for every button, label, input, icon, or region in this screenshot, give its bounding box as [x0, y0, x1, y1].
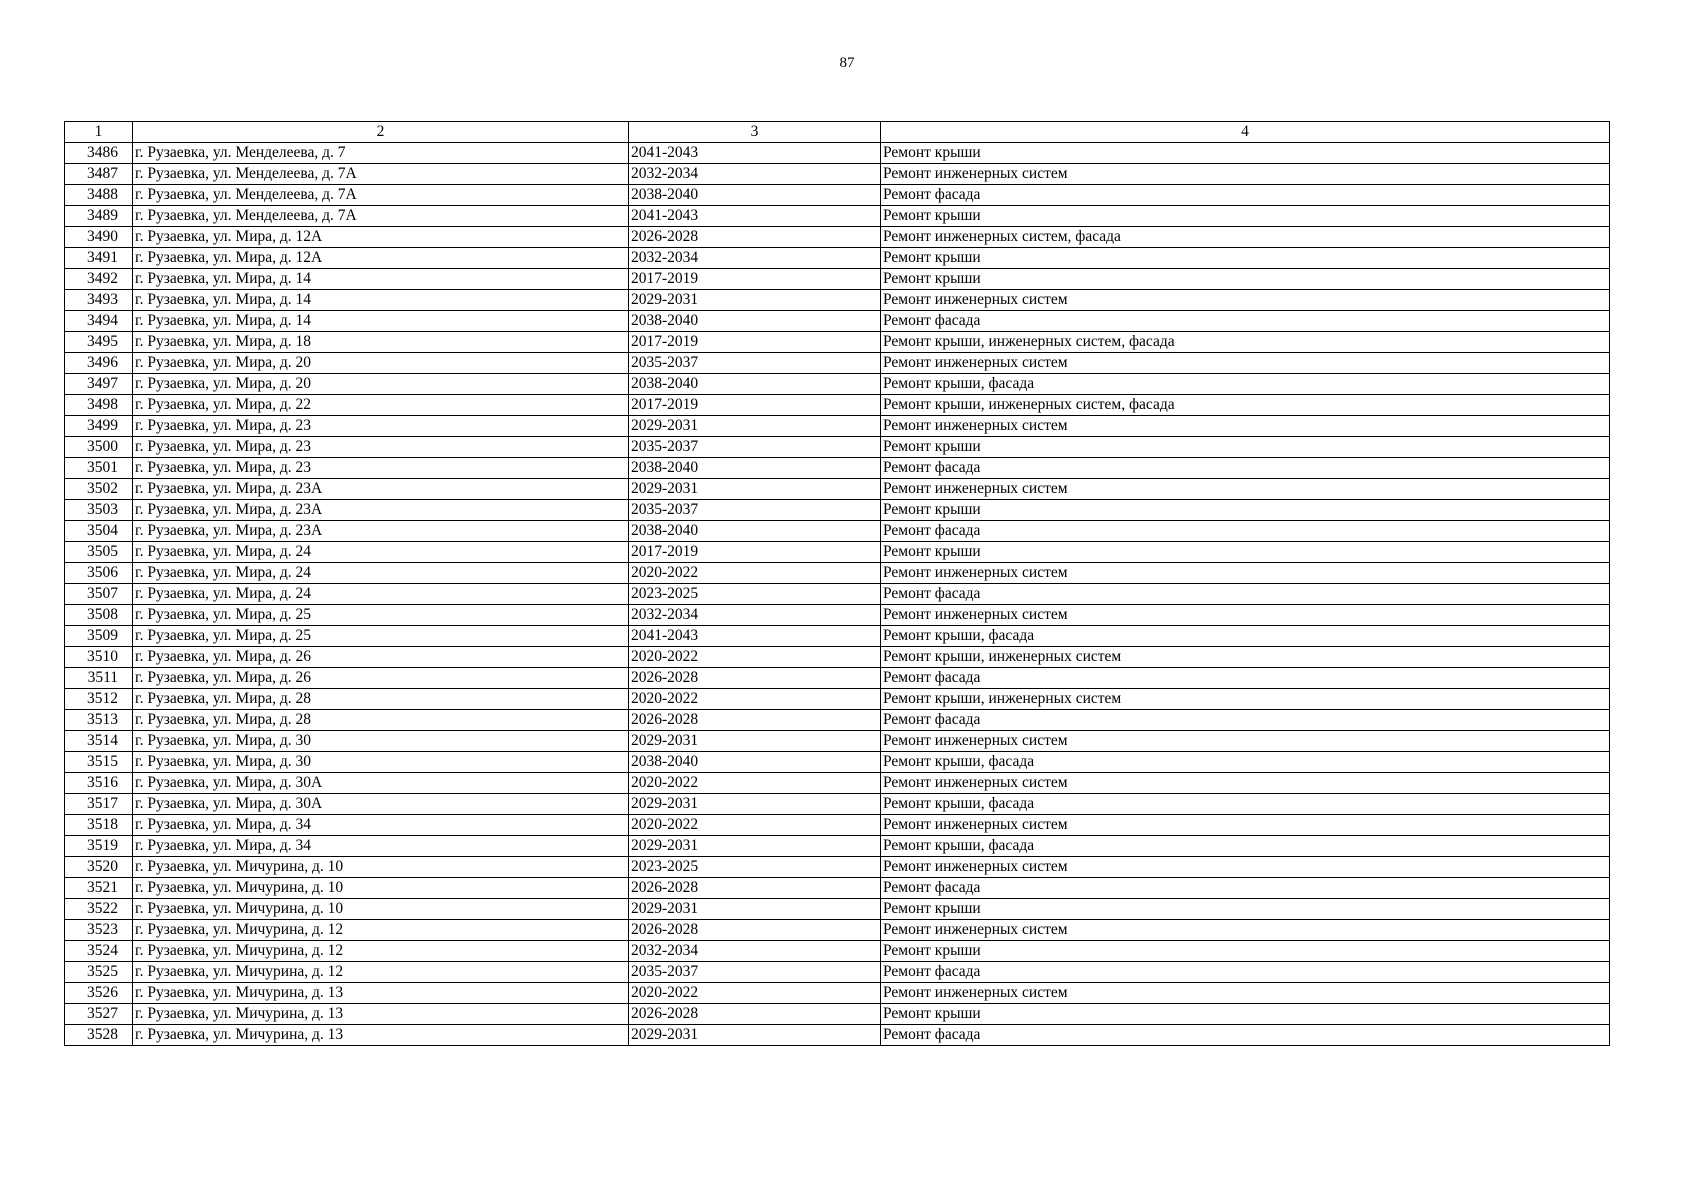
- address-cell: г. Рузаевка, ул. Мира, д. 18: [133, 332, 629, 353]
- work-type-cell: Ремонт инженерных систем: [881, 479, 1610, 500]
- table-row: [65, 395, 1610, 416]
- table-row: [65, 878, 1610, 899]
- work-type-cell: Ремонт крыши: [881, 248, 1610, 269]
- page-number: 87: [839, 55, 855, 71]
- row-number-cell: 3511: [65, 668, 133, 689]
- period-cell: 2020-2022: [629, 773, 881, 794]
- row-number-cell: 3495: [65, 332, 133, 353]
- table-row: [65, 647, 1610, 668]
- row-number-cell: 3506: [65, 563, 133, 584]
- table-row: [65, 857, 1610, 878]
- work-type-cell: Ремонт крыши, фасада: [881, 374, 1610, 395]
- period-cell: 2035-2037: [629, 962, 881, 983]
- address-cell: г. Рузаевка, ул. Мира, д. 23: [133, 416, 629, 437]
- table-row: [65, 479, 1610, 500]
- work-type-cell: Ремонт фасада: [881, 710, 1610, 731]
- work-type-cell: Ремонт крыши, инженерных систем, фасада: [881, 332, 1610, 353]
- table-row: [65, 542, 1610, 563]
- work-type-cell: Ремонт инженерных систем: [881, 164, 1610, 185]
- period-cell: 2029-2031: [629, 290, 881, 311]
- address-cell: г. Рузаевка, ул. Мичурина, д. 10: [133, 857, 629, 878]
- work-type-cell: Ремонт инженерных систем: [881, 773, 1610, 794]
- address-cell: г. Рузаевка, ул. Менделеева, д. 7А: [133, 185, 629, 206]
- work-type-cell: Ремонт крыши, инженерных систем, фасада: [881, 395, 1610, 416]
- address-cell: г. Рузаевка, ул. Мира, д. 26: [133, 647, 629, 668]
- period-cell: 2041-2043: [629, 206, 881, 227]
- period-cell: 2032-2034: [629, 248, 881, 269]
- row-number-cell: 3488: [65, 185, 133, 206]
- table-row: [65, 689, 1610, 710]
- table-row: [65, 185, 1610, 206]
- table-row: [65, 752, 1610, 773]
- period-cell: 2026-2028: [629, 920, 881, 941]
- period-cell: 2038-2040: [629, 185, 881, 206]
- row-number-cell: 3520: [65, 857, 133, 878]
- address-cell: г. Рузаевка, ул. Мичурина, д. 12: [133, 920, 629, 941]
- row-number-cell: 3502: [65, 479, 133, 500]
- work-type-cell: Ремонт крыши: [881, 206, 1610, 227]
- row-number-cell: 3512: [65, 689, 133, 710]
- table-row: [65, 206, 1610, 227]
- row-number-cell: 3527: [65, 1004, 133, 1025]
- row-number-cell: 3513: [65, 710, 133, 731]
- work-type-cell: Ремонт фасада: [881, 584, 1610, 605]
- row-number-cell: 3528: [65, 1025, 133, 1046]
- row-number-cell: 3503: [65, 500, 133, 521]
- address-cell: г. Рузаевка, ул. Мира, д. 25: [133, 605, 629, 626]
- table-row: [65, 1025, 1610, 1046]
- work-type-cell: Ремонт крыши: [881, 500, 1610, 521]
- period-cell: 2017-2019: [629, 332, 881, 353]
- period-cell: 2038-2040: [629, 458, 881, 479]
- address-cell: г. Рузаевка, ул. Мичурина, д. 13: [133, 1025, 629, 1046]
- address-cell: г. Рузаевка, ул. Мира, д. 23А: [133, 521, 629, 542]
- address-cell: г. Рузаевка, ул. Мира, д. 23: [133, 437, 629, 458]
- period-cell: 2032-2034: [629, 941, 881, 962]
- row-number-cell: 3509: [65, 626, 133, 647]
- address-cell: г. Рузаевка, ул. Мира, д. 28: [133, 710, 629, 731]
- table-row: [65, 626, 1610, 647]
- address-cell: г. Рузаевка, ул. Мичурина, д. 13: [133, 1004, 629, 1025]
- table-row: [65, 227, 1610, 248]
- address-cell: г. Рузаевка, ул. Мира, д. 23: [133, 458, 629, 479]
- work-type-cell: Ремонт инженерных систем: [881, 731, 1610, 752]
- work-type-cell: Ремонт фасада: [881, 311, 1610, 332]
- table-row: [65, 920, 1610, 941]
- address-cell: г. Рузаевка, ул. Мичурина, д. 10: [133, 899, 629, 920]
- row-number-cell: 3490: [65, 227, 133, 248]
- work-type-cell: Ремонт крыши, фасада: [881, 836, 1610, 857]
- table-row: [65, 374, 1610, 395]
- row-number-cell: 3497: [65, 374, 133, 395]
- row-number-cell: 3491: [65, 248, 133, 269]
- work-type-cell: Ремонт инженерных систем: [881, 563, 1610, 584]
- table-row: [65, 815, 1610, 836]
- table-row: [65, 836, 1610, 857]
- period-cell: 2029-2031: [629, 1025, 881, 1046]
- table-row: [65, 290, 1610, 311]
- table-row: [65, 269, 1610, 290]
- row-number-cell: 3526: [65, 983, 133, 1004]
- period-cell: 2035-2037: [629, 500, 881, 521]
- period-cell: 2020-2022: [629, 647, 881, 668]
- period-cell: 2026-2028: [629, 227, 881, 248]
- row-number-cell: 3516: [65, 773, 133, 794]
- work-type-cell: Ремонт крыши: [881, 269, 1610, 290]
- work-type-cell: Ремонт инженерных систем: [881, 815, 1610, 836]
- row-number-cell: 3517: [65, 794, 133, 815]
- period-cell: 2017-2019: [629, 542, 881, 563]
- address-cell: г. Рузаевка, ул. Менделеева, д. 7А: [133, 164, 629, 185]
- period-cell: 2041-2043: [629, 143, 881, 164]
- work-type-cell: Ремонт инженерных систем: [881, 416, 1610, 437]
- table-row: [65, 500, 1610, 521]
- table-row: [65, 248, 1610, 269]
- table-row: [65, 563, 1610, 584]
- period-cell: 2017-2019: [629, 395, 881, 416]
- table-row: [65, 311, 1610, 332]
- period-cell: 2026-2028: [629, 710, 881, 731]
- row-number-cell: 3500: [65, 437, 133, 458]
- address-cell: г. Рузаевка, ул. Мира, д. 25: [133, 626, 629, 647]
- address-cell: г. Рузаевка, ул. Мира, д. 28: [133, 689, 629, 710]
- row-number-cell: 3496: [65, 353, 133, 374]
- address-cell: г. Рузаевка, ул. Мира, д. 20: [133, 353, 629, 374]
- row-number-cell: 3492: [65, 269, 133, 290]
- table-row: [65, 983, 1610, 1004]
- work-type-cell: Ремонт крыши, фасада: [881, 752, 1610, 773]
- period-cell: 2020-2022: [629, 983, 881, 1004]
- row-number-cell: 3494: [65, 311, 133, 332]
- address-cell: г. Рузаевка, ул. Мира, д. 22: [133, 395, 629, 416]
- address-cell: г. Рузаевка, ул. Мира, д. 30А: [133, 794, 629, 815]
- period-cell: 2041-2043: [629, 626, 881, 647]
- table-row: [65, 794, 1610, 815]
- address-cell: г. Рузаевка, ул. Мира, д. 24: [133, 584, 629, 605]
- row-number-cell: 3508: [65, 605, 133, 626]
- row-number-cell: 3518: [65, 815, 133, 836]
- table-row: [65, 773, 1610, 794]
- period-cell: 2029-2031: [629, 836, 881, 857]
- row-number-cell: 3505: [65, 542, 133, 563]
- period-cell: 2026-2028: [629, 1004, 881, 1025]
- work-type-cell: Ремонт крыши: [881, 941, 1610, 962]
- table-row: [65, 962, 1610, 983]
- period-cell: 2029-2031: [629, 479, 881, 500]
- table-row: [65, 731, 1610, 752]
- address-cell: г. Рузаевка, ул. Мира, д. 23А: [133, 500, 629, 521]
- work-type-cell: Ремонт фасада: [881, 185, 1610, 206]
- table-row: [65, 899, 1610, 920]
- period-cell: 2038-2040: [629, 374, 881, 395]
- address-cell: г. Рузаевка, ул. Мира, д. 24: [133, 563, 629, 584]
- table-header: [65, 122, 1610, 143]
- row-number-cell: 3507: [65, 584, 133, 605]
- table-row: [65, 416, 1610, 437]
- row-number-cell: 3501: [65, 458, 133, 479]
- row-number-cell: 3515: [65, 752, 133, 773]
- row-number-cell: 3519: [65, 836, 133, 857]
- period-cell: 2029-2031: [629, 731, 881, 752]
- period-cell: 2029-2031: [629, 794, 881, 815]
- column-header-3: 3: [629, 122, 881, 143]
- work-type-cell: Ремонт крыши: [881, 143, 1610, 164]
- address-cell: г. Рузаевка, ул. Мичурина, д. 12: [133, 941, 629, 962]
- period-cell: 2032-2034: [629, 605, 881, 626]
- address-cell: г. Рузаевка, ул. Мира, д. 14: [133, 290, 629, 311]
- period-cell: 2032-2034: [629, 164, 881, 185]
- address-cell: г. Рузаевка, ул. Мира, д. 30А: [133, 773, 629, 794]
- address-cell: г. Рузаевка, ул. Менделеева, д. 7: [133, 143, 629, 164]
- address-cell: г. Рузаевка, ул. Мира, д. 26: [133, 668, 629, 689]
- address-cell: г. Рузаевка, ул. Мира, д. 20: [133, 374, 629, 395]
- period-cell: 2023-2025: [629, 584, 881, 605]
- period-cell: 2035-2037: [629, 353, 881, 374]
- table-row: [65, 353, 1610, 374]
- row-number-cell: 3493: [65, 290, 133, 311]
- address-cell: г. Рузаевка, ул. Мира, д. 34: [133, 836, 629, 857]
- work-type-cell: Ремонт инженерных систем: [881, 983, 1610, 1004]
- address-cell: г. Рузаевка, ул. Мичурина, д. 10: [133, 878, 629, 899]
- row-number-cell: 3504: [65, 521, 133, 542]
- table-row: [65, 668, 1610, 689]
- row-number-cell: 3489: [65, 206, 133, 227]
- work-type-cell: Ремонт инженерных систем: [881, 857, 1610, 878]
- row-number-cell: 3486: [65, 143, 133, 164]
- work-type-cell: Ремонт крыши: [881, 899, 1610, 920]
- period-cell: 2038-2040: [629, 521, 881, 542]
- address-cell: г. Рузаевка, ул. Мира, д. 14: [133, 311, 629, 332]
- address-cell: г. Рузаевка, ул. Мичурина, д. 12: [133, 962, 629, 983]
- table-row: [65, 710, 1610, 731]
- table-row: [65, 941, 1610, 962]
- address-cell: г. Рузаевка, ул. Мира, д. 30: [133, 752, 629, 773]
- row-number-cell: 3522: [65, 899, 133, 920]
- work-type-cell: Ремонт инженерных систем: [881, 920, 1610, 941]
- table-row: [65, 437, 1610, 458]
- row-number-cell: 3487: [65, 164, 133, 185]
- work-type-cell: Ремонт крыши, фасада: [881, 794, 1610, 815]
- row-number-cell: 3525: [65, 962, 133, 983]
- column-header-1: 1: [65, 122, 133, 143]
- period-cell: 2038-2040: [629, 752, 881, 773]
- work-type-cell: Ремонт инженерных систем: [881, 290, 1610, 311]
- period-cell: 2017-2019: [629, 269, 881, 290]
- work-type-cell: Ремонт крыши: [881, 437, 1610, 458]
- period-cell: 2023-2025: [629, 857, 881, 878]
- address-cell: г. Рузаевка, ул. Мира, д. 12А: [133, 248, 629, 269]
- address-cell: г. Рузаевка, ул. Мира, д. 12А: [133, 227, 629, 248]
- row-number-cell: 3524: [65, 941, 133, 962]
- address-cell: г. Рузаевка, ул. Мира, д. 30: [133, 731, 629, 752]
- table-row: [65, 605, 1610, 626]
- work-type-cell: Ремонт фасада: [881, 1025, 1610, 1046]
- address-cell: г. Рузаевка, ул. Мичурина, д. 13: [133, 983, 629, 1004]
- period-cell: 2026-2028: [629, 878, 881, 899]
- column-header-4: 4: [881, 122, 1610, 143]
- period-cell: 2038-2040: [629, 311, 881, 332]
- table-row: [65, 1004, 1610, 1025]
- address-cell: г. Рузаевка, ул. Мира, д. 24: [133, 542, 629, 563]
- work-type-cell: Ремонт фасада: [881, 878, 1610, 899]
- work-type-cell: Ремонт крыши: [881, 1004, 1610, 1025]
- column-header-2: 2: [133, 122, 629, 143]
- work-type-cell: Ремонт инженерных систем: [881, 353, 1610, 374]
- work-type-cell: Ремонт фасада: [881, 962, 1610, 983]
- row-number-cell: 3523: [65, 920, 133, 941]
- row-number-cell: 3499: [65, 416, 133, 437]
- work-type-cell: Ремонт фасада: [881, 521, 1610, 542]
- period-cell: 2020-2022: [629, 563, 881, 584]
- work-type-cell: Ремонт инженерных систем, фасада: [881, 227, 1610, 248]
- row-number-cell: 3498: [65, 395, 133, 416]
- work-type-cell: Ремонт крыши, инженерных систем: [881, 647, 1610, 668]
- work-type-cell: Ремонт фасада: [881, 668, 1610, 689]
- period-cell: 2029-2031: [629, 899, 881, 920]
- address-cell: г. Рузаевка, ул. Мира, д. 34: [133, 815, 629, 836]
- period-cell: 2020-2022: [629, 689, 881, 710]
- repair-schedule-table: [64, 121, 1610, 1046]
- address-cell: г. Рузаевка, ул. Мира, д. 23А: [133, 479, 629, 500]
- address-cell: г. Рузаевка, ул. Мира, д. 14: [133, 269, 629, 290]
- header-row: [65, 122, 1610, 143]
- row-number-cell: 3514: [65, 731, 133, 752]
- period-cell: 2035-2037: [629, 437, 881, 458]
- work-type-cell: Ремонт крыши, инженерных систем: [881, 689, 1610, 710]
- table-row: [65, 521, 1610, 542]
- work-type-cell: Ремонт крыши, фасада: [881, 626, 1610, 647]
- work-type-cell: Ремонт крыши: [881, 542, 1610, 563]
- work-type-cell: Ремонт фасада: [881, 458, 1610, 479]
- table-row: [65, 164, 1610, 185]
- row-number-cell: 3510: [65, 647, 133, 668]
- table-row: [65, 584, 1610, 605]
- table-body: [65, 143, 1610, 1046]
- row-number-cell: 3521: [65, 878, 133, 899]
- address-cell: г. Рузаевка, ул. Менделеева, д. 7А: [133, 206, 629, 227]
- table-row: [65, 458, 1610, 479]
- work-type-cell: Ремонт инженерных систем: [881, 605, 1610, 626]
- table-row: [65, 332, 1610, 353]
- period-cell: 2026-2028: [629, 668, 881, 689]
- table-row: [65, 143, 1610, 164]
- period-cell: 2029-2031: [629, 416, 881, 437]
- period-cell: 2020-2022: [629, 815, 881, 836]
